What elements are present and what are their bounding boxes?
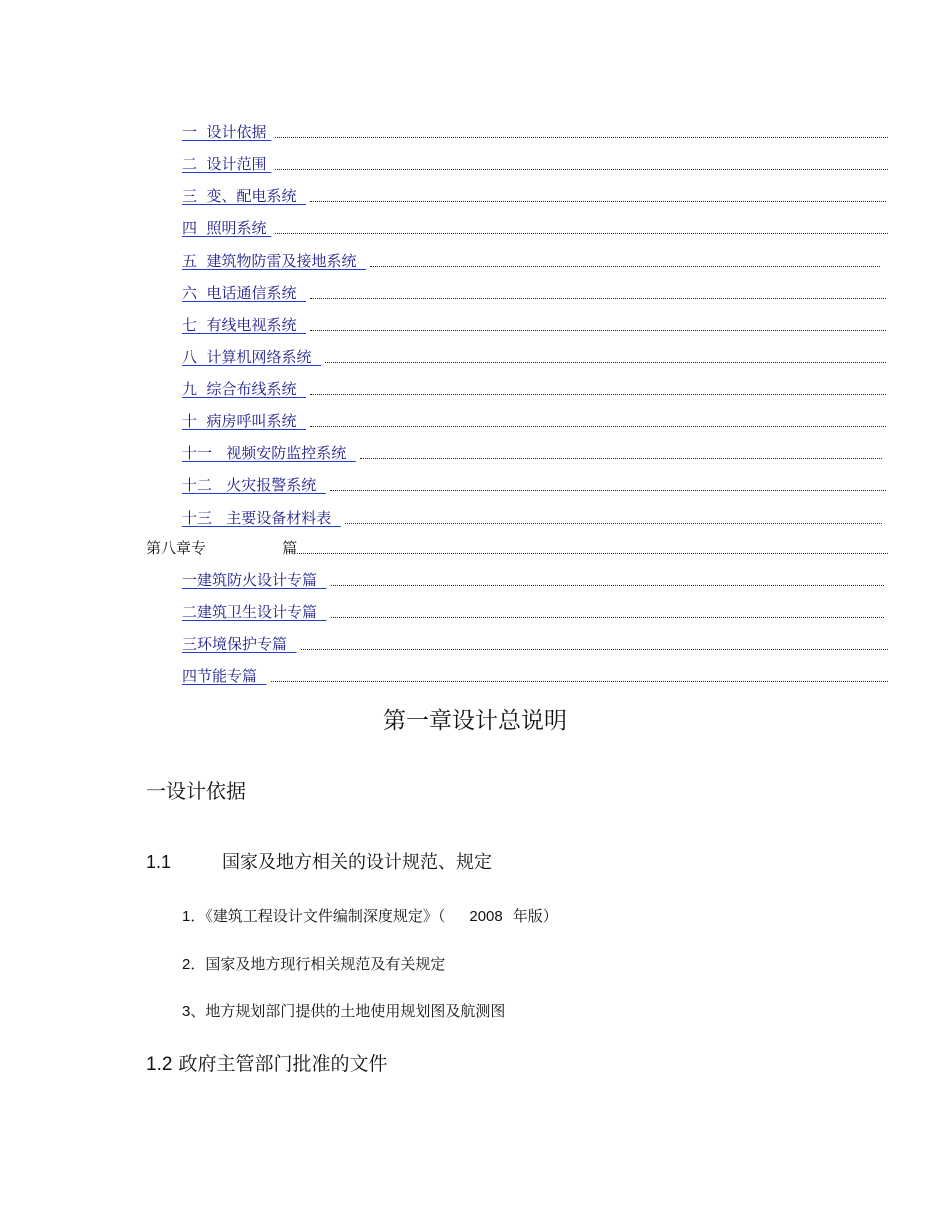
toc-leader bbox=[370, 265, 880, 267]
toc-leader bbox=[331, 584, 884, 586]
toc-entry-9[interactable] bbox=[182, 377, 886, 399]
toc-entry-12[interactable] bbox=[182, 473, 886, 495]
toc-link[interactable]: 十二 火灾报警系统 bbox=[182, 476, 326, 494]
toc-entry-1[interactable] bbox=[182, 120, 888, 142]
toc-link[interactable]: 二建筑卫生设计专篇 bbox=[182, 603, 327, 621]
toc-entry-18[interactable] bbox=[182, 664, 888, 686]
toc-leader bbox=[310, 425, 886, 427]
subsection-number: 1.2 bbox=[146, 1054, 173, 1075]
toc-entry-10[interactable] bbox=[182, 409, 886, 431]
toc-leader bbox=[345, 522, 882, 524]
toc-link[interactable]: 三环境保护专篇 bbox=[182, 635, 297, 653]
toc-leader bbox=[275, 136, 888, 138]
toc-entry-chapter-8 bbox=[146, 536, 888, 558]
toc-leader bbox=[297, 552, 888, 554]
toc-leader bbox=[301, 648, 888, 650]
toc-leader bbox=[310, 329, 886, 331]
toc-leader bbox=[310, 200, 886, 202]
section-heading: 一设计依据 bbox=[146, 779, 246, 803]
item-text: 地方规划部门提供的土地使用规划图及航测图 bbox=[205, 1002, 506, 1020]
toc-entry-5[interactable] bbox=[182, 249, 880, 271]
toc-entry-7[interactable] bbox=[182, 313, 886, 335]
toc-link[interactable]: 四节能专篇 bbox=[182, 667, 267, 685]
toc-entry-4[interactable] bbox=[182, 216, 888, 238]
toc-link[interactable]: 九 综合布线系统 bbox=[182, 380, 307, 398]
item-text-tail: 年版） bbox=[512, 907, 558, 925]
subsection-title: 国家及地方相关的设计规范、规定 bbox=[222, 852, 492, 873]
toc-link[interactable]: 十三 主要设备材料表 bbox=[182, 509, 341, 527]
toc-leader bbox=[275, 232, 888, 234]
item-text: 国家及地方现行相关规范及有关规定 bbox=[205, 955, 446, 973]
subsection-1-1-heading bbox=[146, 848, 492, 874]
toc-link[interactable]: 十一 视频安防监控系统 bbox=[182, 444, 356, 462]
toc-entry-17[interactable] bbox=[182, 632, 888, 654]
toc-leader bbox=[310, 393, 886, 395]
item-text: 《建筑工程设计文件编制深度规定》（ bbox=[205, 907, 446, 925]
toc-leader bbox=[360, 457, 882, 459]
toc-entry-16[interactable] bbox=[182, 600, 884, 622]
toc-leader bbox=[331, 616, 884, 618]
toc-link[interactable]: 一 设计依据 bbox=[182, 123, 272, 141]
item-year: 2008 bbox=[469, 908, 503, 925]
item-number: 3、 bbox=[182, 1003, 206, 1020]
toc-chapter-label: 第八章专 篇 bbox=[146, 539, 298, 557]
toc-link[interactable]: 五 建筑物防雷及接地系统 bbox=[182, 252, 367, 270]
toc-leader bbox=[275, 168, 888, 170]
toc-leader bbox=[271, 680, 888, 682]
toc-link[interactable]: 八 计算机网络系统 bbox=[182, 348, 322, 366]
toc-link[interactable]: 六 电话通信系统 bbox=[182, 284, 307, 302]
subsection-title: 政府主管部门批准的文件 bbox=[178, 1053, 388, 1075]
chapter-title: 第一章设计总说明 bbox=[383, 708, 567, 734]
toc-entry-6[interactable] bbox=[182, 281, 886, 303]
toc-entry-15[interactable] bbox=[182, 568, 884, 590]
toc-leader bbox=[325, 361, 886, 363]
toc-leader bbox=[310, 297, 886, 299]
list-item bbox=[182, 953, 445, 974]
toc-leader bbox=[330, 489, 886, 491]
list-item bbox=[182, 905, 558, 926]
toc-link[interactable]: 三 变、配电系统 bbox=[182, 187, 307, 205]
subsection-number: 1.1 bbox=[146, 852, 172, 872]
toc-entry-8[interactable] bbox=[182, 345, 886, 367]
toc-entry-2[interactable] bbox=[182, 152, 888, 174]
toc-entry-3[interactable] bbox=[182, 184, 886, 206]
subsection-1-2-heading bbox=[146, 1049, 387, 1076]
list-item bbox=[182, 1000, 505, 1021]
toc-link[interactable]: 十 病房呼叫系统 bbox=[182, 412, 307, 430]
toc-entry-13[interactable] bbox=[182, 506, 882, 528]
toc-link[interactable]: 七 有线电视系统 bbox=[182, 316, 307, 334]
toc-link[interactable]: 四 照明系统 bbox=[182, 219, 272, 237]
toc-link[interactable]: 一建筑防火设计专篇 bbox=[182, 571, 327, 589]
toc-link[interactable]: 二 设计范围 bbox=[182, 155, 272, 173]
item-number: 1． bbox=[182, 908, 206, 925]
item-number: 2． bbox=[182, 956, 206, 973]
toc-entry-11[interactable] bbox=[182, 441, 882, 463]
